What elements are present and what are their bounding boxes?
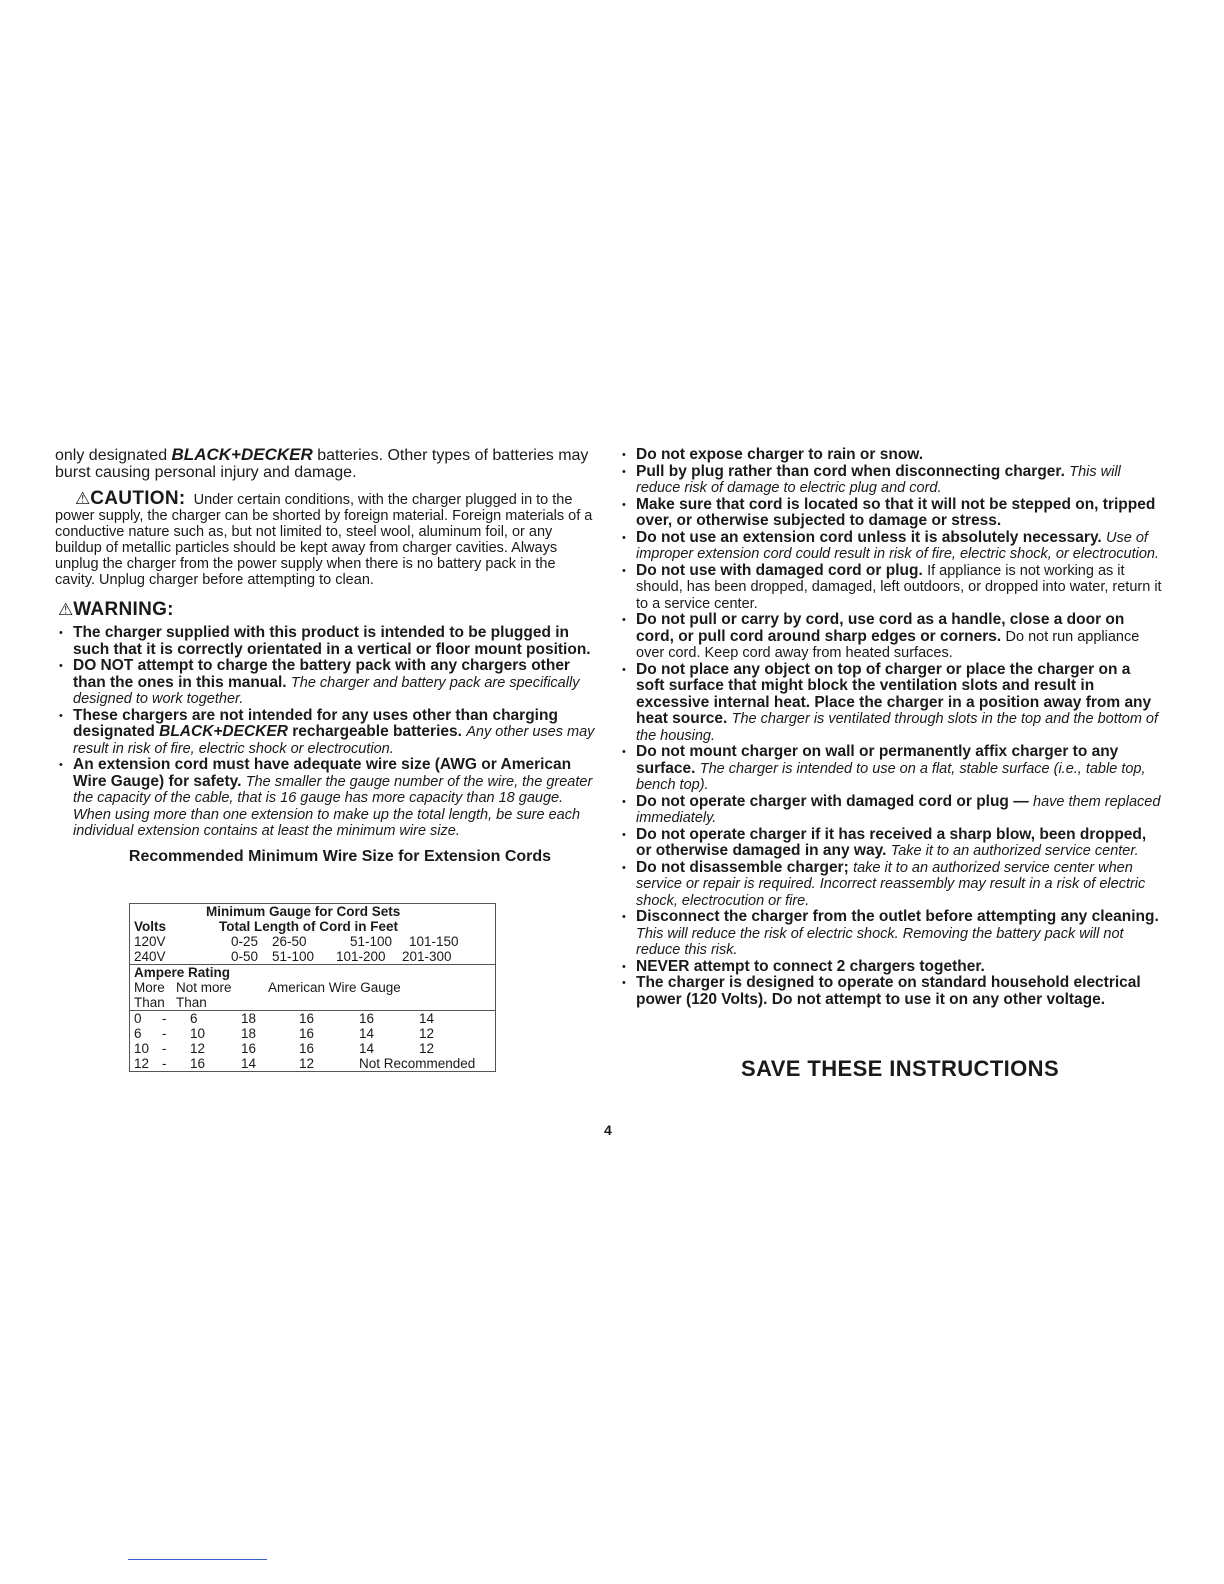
intro-text-post: batteries. Other types of batteries may burst causing personal injury and damage. xyxy=(55,447,589,481)
warning-block xyxy=(55,599,595,840)
caution-text: Under certain conditions, with the charger plugged in to the power supply, the charger can be shorted by foreign material. Foreign materials of a conductive nature such as, but not limited to, steel wool, aluminum foil, or any buildup of metallic particles should be kept away from charger cavities. Always unplug the charger from the power supply when there is no battery pack in the cavity. Unplug charger before attempting to clean. xyxy=(55,492,593,588)
safety-list xyxy=(618,447,1163,1008)
intro-paragraph xyxy=(55,446,595,481)
safety-item: • Do not place any object on top of charger or place the charger on a soft surface that might block the ventilation slots and result in excessive internal heat. Place the charger in a position away from any heat source. The charger is ventilated through slots in the top and the bottom of the housing. xyxy=(618,662,1163,745)
warning-item: • These chargers are not intended for any uses other than charging designated BLACK+DECKER rechargeable batteries. Any other uses may result in risk of fire, electric shock or electrocution. xyxy=(55,708,595,758)
warning-heading: WARNING: xyxy=(73,599,174,620)
safety-item: • NEVER attempt to connect 2 chargers together. xyxy=(618,959,1163,976)
table-title: Minimum Gauge for Cord Sets xyxy=(206,904,401,919)
warning-triangle-icon: ⚠ xyxy=(58,600,74,619)
table-volts-section xyxy=(130,904,495,965)
volts-label: Volts xyxy=(134,919,167,934)
page-number: 4 xyxy=(604,1122,612,1138)
caution-heading: CAUTION: xyxy=(90,488,186,509)
safety-item: • Do not operate charger with damaged cord or plug — have them replaced immediately. xyxy=(618,794,1163,827)
safety-item: • Do not use with damaged cord or plug. If appliance is not working as it should, has been dropped, damaged, left outdoors, or dropped into water, return it to a service center. xyxy=(618,563,1163,613)
table-caption: Recommended Minimum Wire Size for Extension Cords xyxy=(128,847,552,865)
table-row: 6 - 10 18 16 14 12 xyxy=(134,1026,435,1041)
table-row: 120V 0-25 26-50 51-100 101-150 xyxy=(134,934,459,949)
brand-name: BLACK+DECKER xyxy=(171,445,313,464)
right-column xyxy=(618,447,1163,1008)
safety-item: • Do not mount charger on wall or permanently affix charger to any surface. The charger is intended to use on a flat, stable surface (i.e., table top, bench top). xyxy=(618,744,1163,794)
safety-item: • Disconnect the charger from the outlet before attempting any cleaning. This will reduce the risk of electric shock. Removing the battery pack will not reduce this risk. xyxy=(618,909,1163,959)
safety-item: • The charger is designed to operate on standard household electrical power (120 Volts). Do not attempt to use it on any other voltage. xyxy=(618,975,1163,1008)
caution-block xyxy=(55,488,595,588)
safety-item: • Do not operate charger if it has received a sharp blow, been dropped, or otherwise damaged in any way. Take it to an authorized service center. xyxy=(618,827,1163,860)
length-label: Total Length of Cord in Feet xyxy=(219,919,398,934)
intro-text-pre: only designated xyxy=(55,447,172,464)
table-row: 12 - 16 14 12 Not Recommended xyxy=(134,1056,476,1071)
warning-item: • DO NOT attempt to charge the battery pack with any chargers other than the ones in this manual. The charger and battery pack are specifically designed to work together. xyxy=(55,658,595,708)
table-amp-section xyxy=(130,1011,495,1071)
warning-item: • An extension cord must have adequate wire size (AWG or American Wire Gauge) for safety. The smaller the gauge number of the wire, the greater the capacity of the cable, that is 16 gauge has more capacity than 18 gauge. When using more than one extension to make up the total length, be sure each individual extension contains at least the minimum wire size. xyxy=(55,757,595,840)
safety-item: • Do not expose charger to rain or snow. xyxy=(618,447,1163,464)
safety-item: • Do not pull or carry by cord, use cord as a handle, close a door on cord, or pull cord around sharp edges or corners. Do not run appliance over cord. Keep cord away from heated surfaces. xyxy=(618,612,1163,662)
table-row: 240V 0-50 51-100 101-200 201-300 xyxy=(134,949,452,964)
left-column xyxy=(55,446,595,866)
wire-size-table xyxy=(129,903,496,1072)
warning-item: • The charger supplied with this product is intended to be plugged in such that it is correctly orientated in a vertical or floor mount position. xyxy=(55,625,595,658)
safety-item: • Do not use an extension cord unless it is absolutely necessary. Use of improper extension cord could result in risk of fire, electric shock, or electrocution. xyxy=(618,530,1163,563)
warning-triangle-icon: ⚠ xyxy=(75,489,91,508)
safety-item: • Make sure that cord is located so that it will not be stepped on, tripped over, or otherwise subjected to damage or stress. xyxy=(618,497,1163,530)
safety-item: • Do not disassemble charger; take it to an authorized service center when service or repair is required. Incorrect reassembly may result in a risk of electric shock, electrocution or fire. xyxy=(618,860,1163,910)
table-row: 10 - 12 16 16 14 12 xyxy=(134,1041,435,1056)
footer-rule xyxy=(128,1559,267,1560)
table-amp-header: Ampere Rating More Not more American Wire Gauge Than Than xyxy=(130,965,495,1011)
ampere-label: Ampere Rating xyxy=(134,965,231,980)
warning-list xyxy=(55,625,595,840)
table-row: 0 - 6 18 16 16 14 xyxy=(134,1011,435,1026)
save-instructions-heading: SAVE THESE INSTRUCTIONS xyxy=(741,1056,1060,1081)
safety-item: • Pull by plug rather than cord when disconnecting charger. This will reduce risk of damage to electric plug and cord. xyxy=(618,464,1163,497)
